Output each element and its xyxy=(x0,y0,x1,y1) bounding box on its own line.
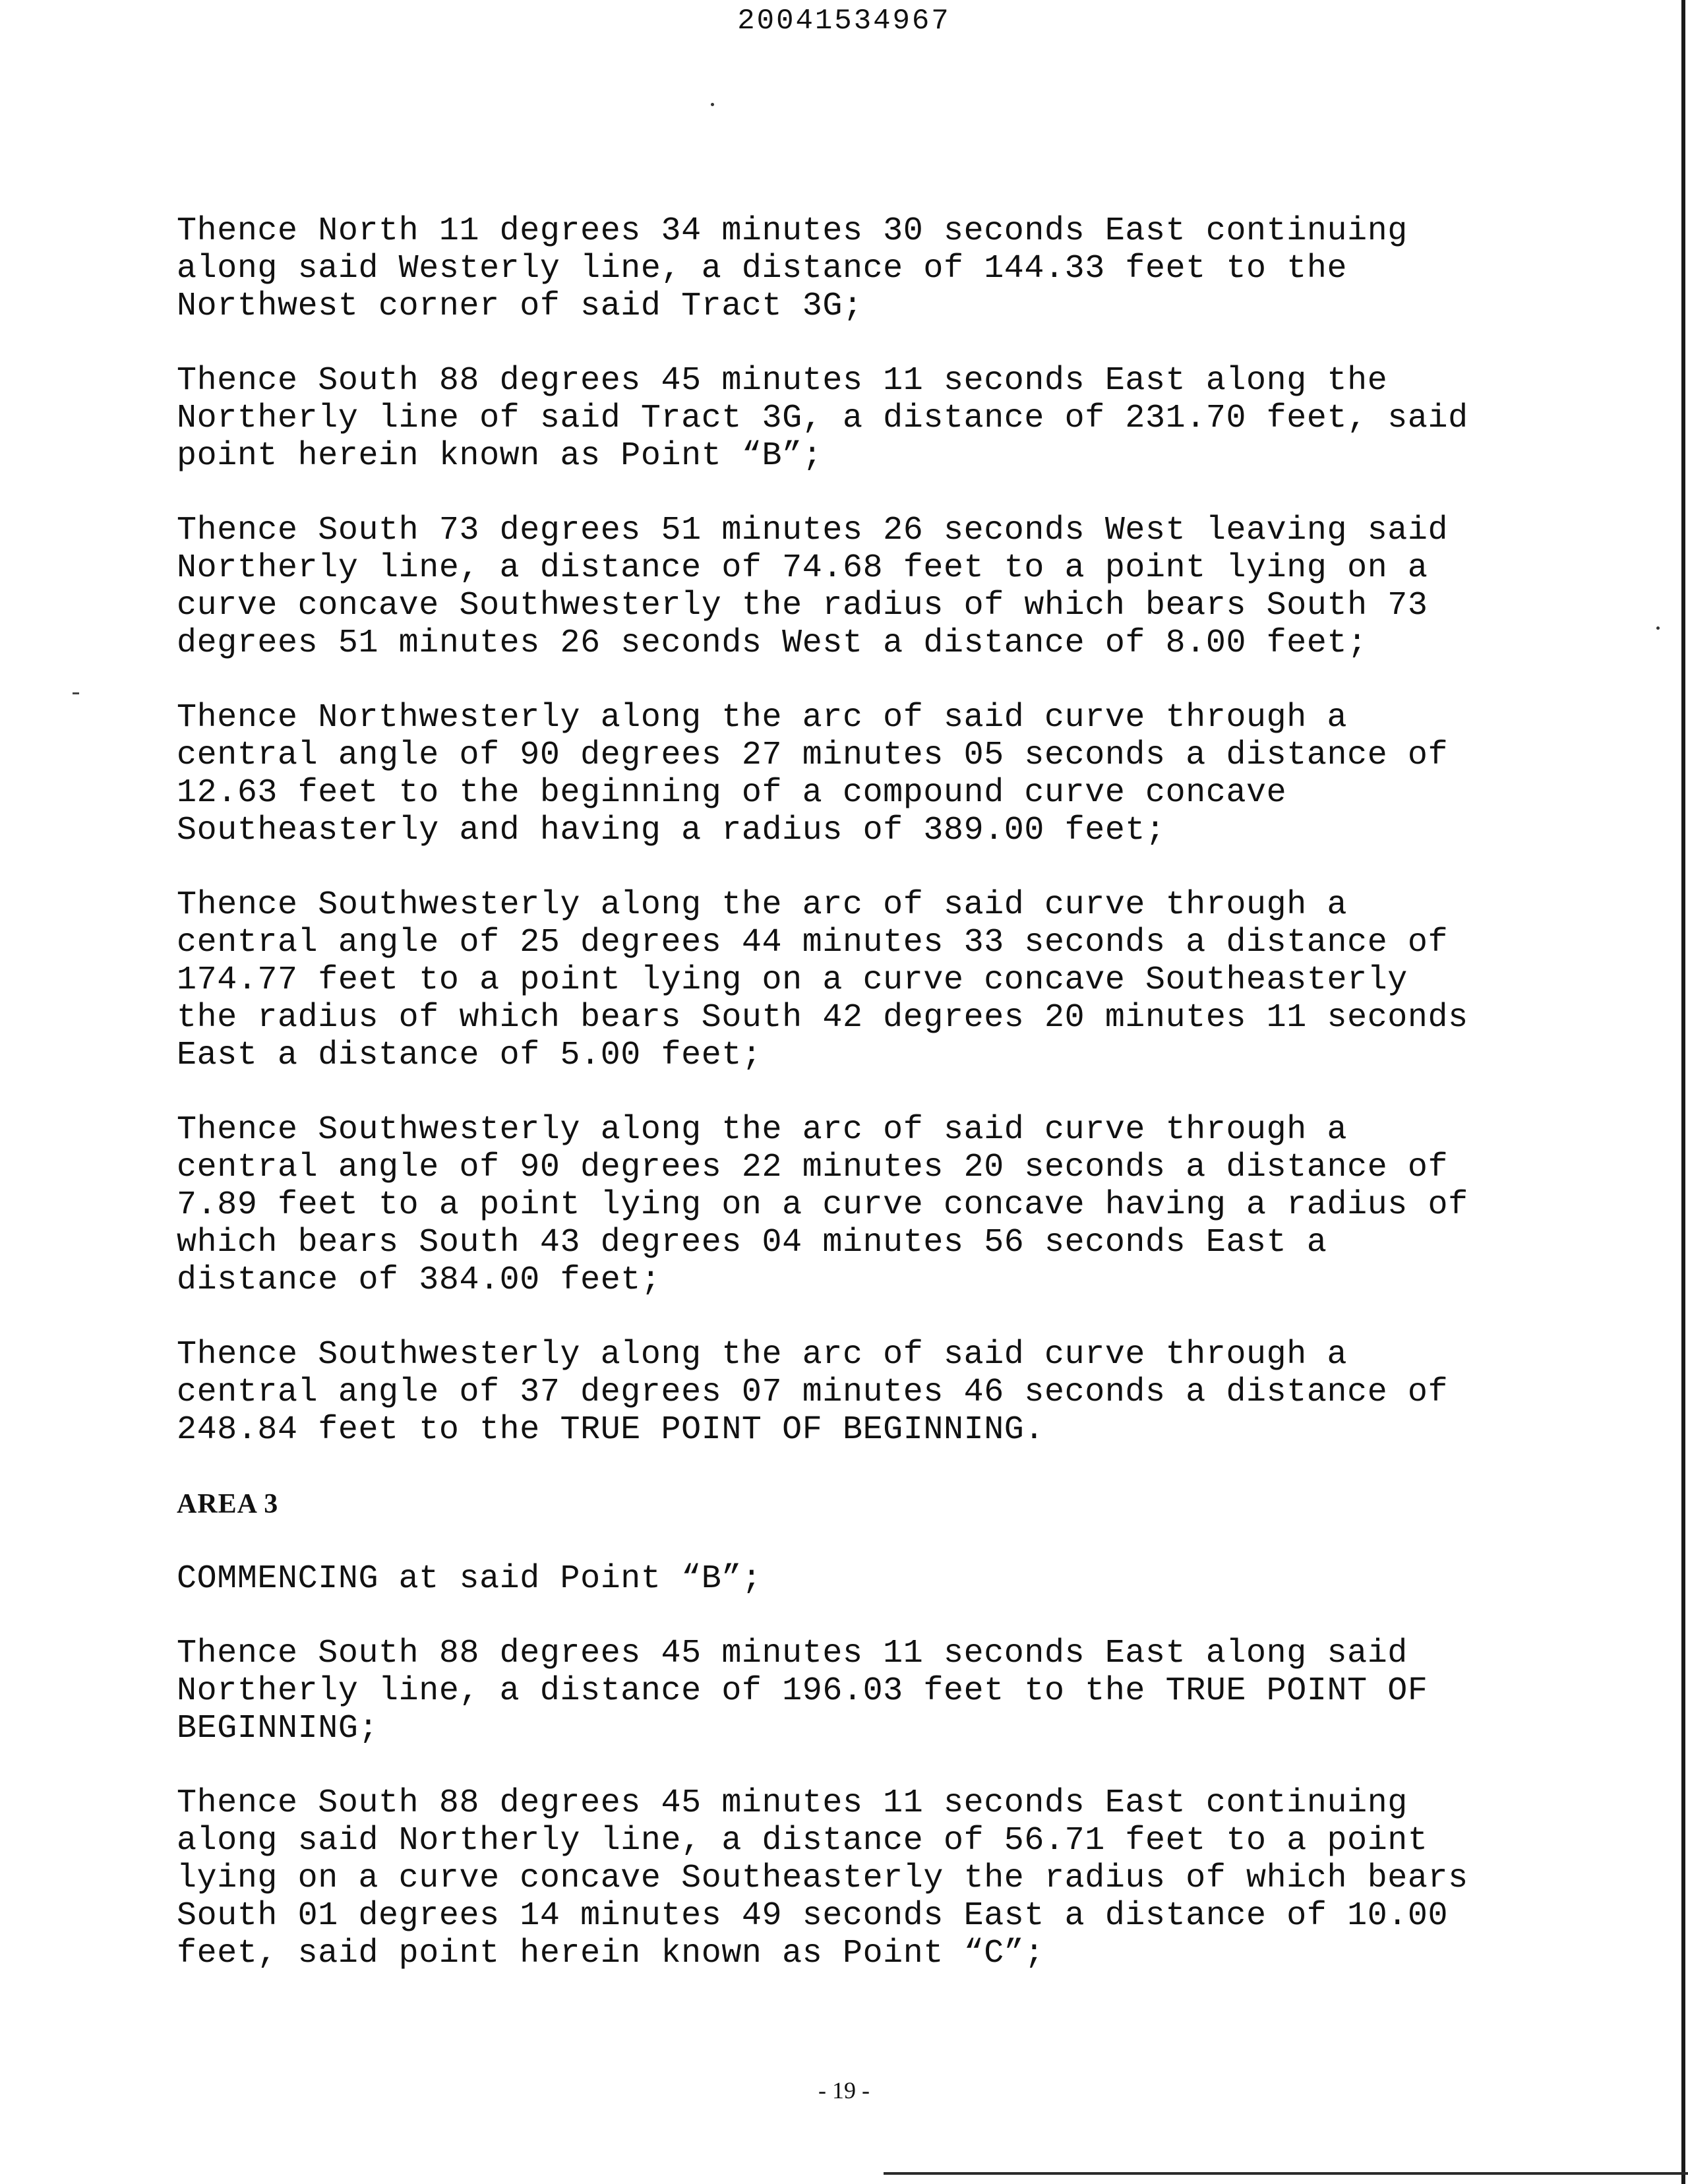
section-heading-area-3: AREA 3 xyxy=(177,1489,279,1519)
page-number: - 19 - xyxy=(818,2077,870,2104)
scan-margin-mark xyxy=(73,692,79,694)
legal-description-body xyxy=(177,212,1495,2009)
paragraph-7: Thence Southwesterly along the arc of said curve through a central angle of 37 degrees 07 minutes 46 seconds a distance of 248.84 feet to the TRUE POINT OF BEGINNING. xyxy=(177,1336,1449,1449)
scan-bottom-edge xyxy=(884,2172,1688,2175)
paragraph-4: Thence Northwesterly along the arc of said curve through a central angle of 90 degrees 27 minutes 05 seconds a distance of 12.63 feet to the beginning of a compound curve concave Southeasterly and having a radius of 389.00 feet; xyxy=(177,699,1449,849)
document-number: 20041534967 xyxy=(737,5,951,38)
paragraph-2: Thence South 88 degrees 45 minutes 11 seconds East along the Northerly line of said Tract 3G, a distance of 231.70 feet, said point herein known as Point “B”; xyxy=(177,362,1468,475)
section-paragraph-2: Thence South 88 degrees 45 minutes 11 seconds East along said Northerly line, a distance of 196.03 feet to the TRUE POINT OF BEGINNING; xyxy=(177,1635,1428,1747)
paragraph-5: Thence Southwesterly along the arc of said curve through a central angle of 25 degrees 44 minutes 33 seconds a distance of 174.77 feet to a point lying on a curve concave Southeasterly the radius of which bears South 42 degrees 20 minutes 11 seconds East a distance of 5.00 feet; xyxy=(177,886,1468,1074)
paragraph-3: Thence South 73 degrees 51 minutes 26 seconds West leaving said Northerly line, a distance of 74.68 feet to a point lying on a curve concave Southwesterly the radius of which bears South 73 degrees 51 minutes 26 seconds West a distance of 8.00 feet; xyxy=(177,512,1449,662)
scan-right-edge xyxy=(1681,0,1685,2184)
scan-speck xyxy=(711,103,714,106)
scan-speck xyxy=(1656,626,1660,630)
paragraph-1: Thence North 11 degrees 34 minutes 30 seconds East continuing along said Westerly line, a distance of 144.33 feet to the Northwest corner of said Tract 3G; xyxy=(177,212,1408,325)
section-paragraph-3: Thence South 88 degrees 45 minutes 11 seconds East continuing along said Northerly line, a distance of 56.71 feet to a point lying on a curve concave Southeasterly the radius of which bears South 01 degrees 14 minutes 49 seconds East a distance of 10.00 feet, said point herein known as Point “C”; xyxy=(177,1784,1468,1972)
section-paragraph-1: COMMENCING at said Point “B”; xyxy=(177,1560,762,1598)
paragraph-6: Thence Southwesterly along the arc of said curve through a central angle of 90 degrees 22 minutes 20 seconds a distance of 7.89 feet to a point lying on a curve concave having a radius of which bears South 43 degrees 04 minutes 56 seconds East a distance of 384.00 feet; xyxy=(177,1111,1468,1299)
